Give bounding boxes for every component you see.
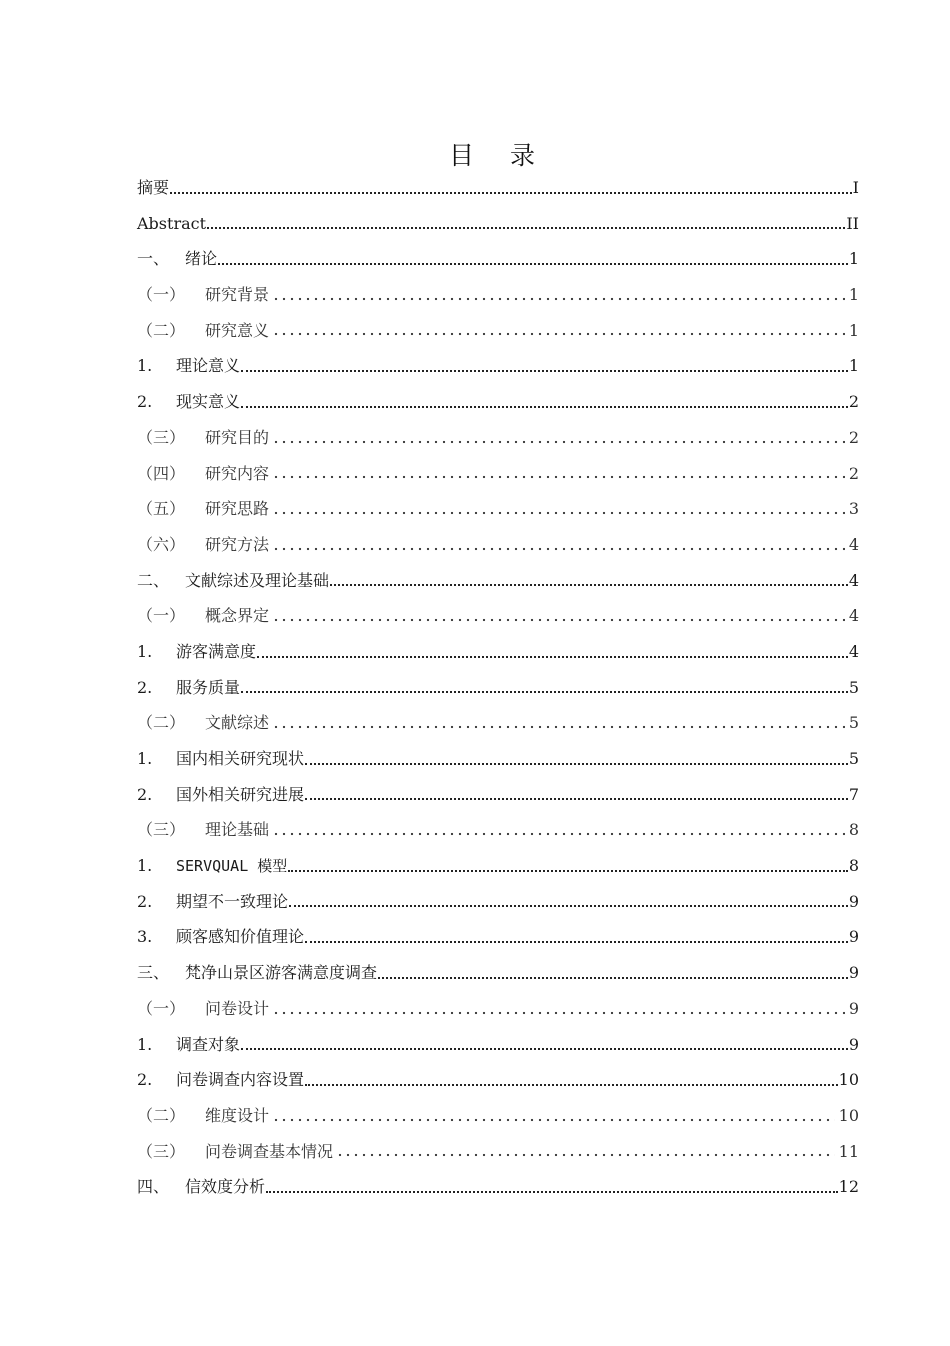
toc-entry-label: 摘要 <box>137 178 170 197</box>
toc-entry-label: 问卷设计 <box>205 998 270 1018</box>
toc-entry-label: 调查对象 <box>176 1034 241 1054</box>
dot-leader <box>336 1153 835 1157</box>
toc-entry-label: 国内相关研究现状 <box>176 749 305 768</box>
toc-entry-number: 四、 <box>137 1177 170 1197</box>
toc-entry[interactable] <box>137 777 859 813</box>
toc-entry-page-number: 10 <box>838 1070 859 1090</box>
dot-leader <box>305 1084 838 1086</box>
toc-entry-number: （二） <box>137 713 186 733</box>
toc-entry-number: 2. <box>137 1070 153 1090</box>
toc-entry[interactable] <box>137 206 859 242</box>
toc-entry-label: 文献综述及理论基础 <box>185 570 330 590</box>
toc-entry-label: 信效度分析 <box>185 1177 266 1197</box>
dot-leader <box>257 656 848 658</box>
toc-entry-number: 2. <box>137 392 153 412</box>
toc-entry-page-number: 8 <box>848 856 859 876</box>
toc-entry-number: 2. <box>137 784 153 804</box>
toc-entry-label: 研究方法 <box>205 534 270 554</box>
toc-entry-page-number: 10 <box>838 1105 859 1125</box>
toc-entry-label: 国外相关研究进展 <box>176 784 305 804</box>
dot-leader <box>272 440 845 444</box>
dot-leader <box>272 475 845 479</box>
toc-entry-number: 1. <box>137 749 153 768</box>
toc-entry-page-number: 9 <box>848 927 859 947</box>
toc-entry[interactable] <box>137 705 859 741</box>
dot-leader <box>305 798 848 800</box>
toc-entry-number: （六） <box>137 534 186 554</box>
toc-entry-number: （一） <box>137 285 186 305</box>
toc-entry-page-number: II <box>846 213 859 233</box>
toc-entry-label: 问卷调查基本情况 <box>205 1141 334 1161</box>
toc-entry[interactable] <box>137 991 859 1027</box>
toc-title: 目 录 <box>449 141 549 170</box>
toc-entry-number: 3. <box>137 927 153 947</box>
toc-entry[interactable] <box>137 598 859 634</box>
toc-entry-number: （一） <box>137 606 186 626</box>
dot-leader <box>241 370 848 372</box>
toc-entry-label: 现实意义 <box>176 392 241 412</box>
toc-entry[interactable] <box>137 1062 859 1098</box>
toc-entry-number: 三、 <box>137 963 170 983</box>
toc-entry-label: 研究目的 <box>205 427 270 447</box>
toc-entry-label: 研究背景 <box>205 285 270 305</box>
toc-entry-page-number: 4 <box>848 570 859 590</box>
toc-entry-page-number: 12 <box>838 1177 859 1197</box>
dot-leader <box>272 297 845 301</box>
dot-leader <box>289 905 848 907</box>
toc-entry[interactable] <box>137 563 859 599</box>
toc-entry-label: 研究意义 <box>205 320 270 340</box>
dot-leader <box>288 870 848 872</box>
toc-entry-label: SERVQUAL 模型 <box>176 857 288 876</box>
dot-leader <box>272 1011 845 1015</box>
toc-entry-page-number: 2 <box>848 463 859 483</box>
toc-entry[interactable] <box>137 848 859 884</box>
toc-entry[interactable] <box>137 456 859 492</box>
toc-entry-page-number: 5 <box>848 713 859 733</box>
toc-entry-label: 概念界定 <box>205 606 270 626</box>
toc-entry[interactable] <box>137 741 859 777</box>
toc-entry-number: 2. <box>137 677 153 697</box>
toc-entry-page-number: 9 <box>848 891 859 911</box>
toc-entry-number: （二） <box>137 320 186 340</box>
toc-entry-page-number: 11 <box>838 1141 859 1161</box>
dot-leader <box>170 192 852 194</box>
toc-entry-page-number: 1 <box>848 285 859 305</box>
toc-entry-label: 绪论 <box>185 249 218 269</box>
toc-entry-number: （三） <box>137 427 186 447</box>
toc-entry-label: 文献综述 <box>205 713 270 733</box>
toc-entry[interactable] <box>137 241 859 277</box>
toc-entry-number: 2. <box>137 891 153 911</box>
dot-leader <box>207 227 845 229</box>
toc-entry-number: （四） <box>137 463 186 483</box>
toc-entry-label: 理论基础 <box>205 820 270 840</box>
toc-entry-label: 理论意义 <box>176 356 241 376</box>
toc-entry-label: 服务质量 <box>176 677 241 697</box>
dot-leader <box>241 406 848 408</box>
toc-entry-page-number: 4 <box>848 534 859 554</box>
toc-entry-number: 1. <box>137 356 153 376</box>
toc-entry[interactable] <box>137 884 859 920</box>
toc-entry-number: 1. <box>137 641 153 661</box>
toc-entry-number: （五） <box>137 499 186 519</box>
toc-entry-page-number: 2 <box>848 427 859 447</box>
table-of-contents <box>137 170 859 1205</box>
dot-leader <box>272 1118 835 1122</box>
dot-leader <box>241 1048 848 1050</box>
dot-leader <box>272 725 845 729</box>
toc-entry-label: 研究内容 <box>205 463 270 483</box>
toc-entry-number: （一） <box>137 998 186 1018</box>
toc-entry-label: 研究思路 <box>205 499 270 519</box>
toc-entry-label: 问卷调查内容设置 <box>176 1070 305 1090</box>
toc-entry[interactable] <box>137 170 859 206</box>
dot-leader <box>305 763 848 765</box>
toc-entry-page-number: 5 <box>848 677 859 697</box>
dot-leader <box>218 263 848 265</box>
dot-leader <box>272 511 845 515</box>
toc-entry-page-number: 7 <box>848 784 859 804</box>
toc-entry[interactable] <box>137 348 859 384</box>
toc-entry[interactable] <box>137 1169 859 1205</box>
toc-entry-page-number: 4 <box>848 606 859 626</box>
toc-entry[interactable] <box>137 313 859 349</box>
dot-leader <box>241 691 848 693</box>
toc-entry-page-number: 1 <box>848 249 859 269</box>
toc-entry-label: 期望不一致理论 <box>176 891 289 911</box>
toc-entry-page-number: 3 <box>848 499 859 519</box>
toc-entry-label: 维度设计 <box>205 1105 270 1125</box>
toc-entry-number: （三） <box>137 820 186 840</box>
toc-entry-number: 二、 <box>137 570 170 590</box>
toc-entry-label: Abstract <box>137 213 207 233</box>
toc-entry-number: 1. <box>137 1034 153 1054</box>
toc-entry-page-number: 9 <box>848 998 859 1018</box>
toc-entry[interactable] <box>137 1134 859 1170</box>
toc-entry-number: （二） <box>137 1105 186 1125</box>
toc-entry[interactable] <box>137 919 859 955</box>
toc-entry-number: 一、 <box>137 249 170 269</box>
dot-leader <box>272 332 845 336</box>
toc-entry[interactable] <box>137 277 859 313</box>
toc-entry-page-number: 1 <box>848 320 859 340</box>
toc-entry-label: 游客满意度 <box>176 641 257 661</box>
dot-leader <box>330 584 848 586</box>
toc-entry-page-number: 4 <box>848 641 859 661</box>
toc-entry-page-number: 2 <box>848 392 859 412</box>
toc-entry[interactable] <box>137 1027 859 1063</box>
toc-entry-page-number: 9 <box>848 963 859 983</box>
toc-entry-number: （三） <box>137 1141 186 1161</box>
toc-entry[interactable] <box>137 527 859 563</box>
toc-entry[interactable] <box>137 670 859 706</box>
dot-leader <box>378 977 848 979</box>
dot-leader <box>272 618 845 622</box>
toc-entry-page-number: 5 <box>848 749 859 768</box>
toc-entry[interactable] <box>137 420 859 456</box>
toc-entry[interactable] <box>137 491 859 527</box>
toc-entry[interactable] <box>137 634 859 670</box>
toc-entry-page-number: I <box>852 178 859 197</box>
dot-leader <box>272 832 845 836</box>
toc-entry-page-number: 9 <box>848 1034 859 1054</box>
toc-entry[interactable] <box>137 955 859 991</box>
toc-entry-number: 1. <box>137 856 153 876</box>
dot-leader <box>266 1191 838 1193</box>
toc-entry-page-number: 8 <box>848 820 859 840</box>
dot-leader <box>305 941 848 943</box>
toc-entry-page-number: 1 <box>848 356 859 376</box>
toc-entry[interactable] <box>137 1098 859 1134</box>
toc-entry[interactable] <box>137 812 859 848</box>
toc-entry-label: 梵净山景区游客满意度调查 <box>185 963 378 983</box>
toc-entry-label: 顾客感知价值理论 <box>176 927 305 947</box>
dot-leader <box>272 547 845 551</box>
toc-entry[interactable] <box>137 384 859 420</box>
